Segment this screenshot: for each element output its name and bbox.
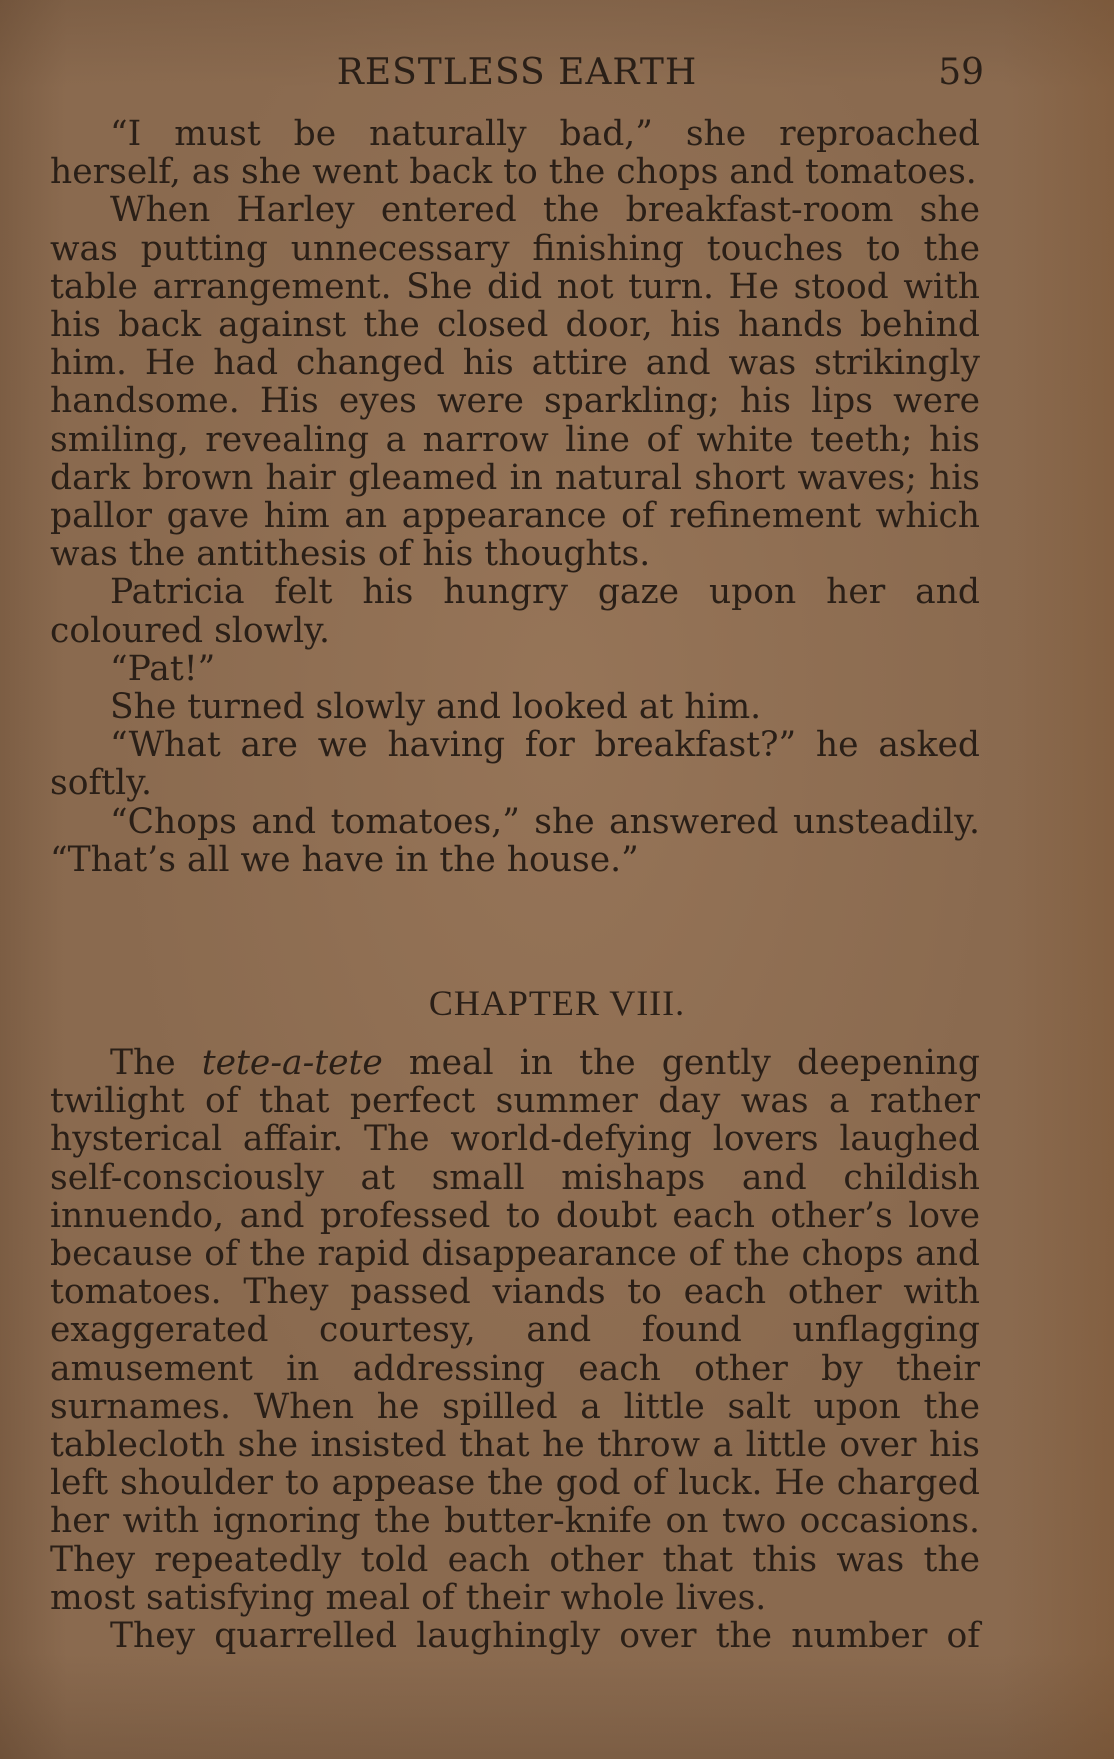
chapter-heading: CHAPTER VIII. [428,983,686,1023]
text-run: meal in the gently deepening twilight of that perfect summer day was a rather hysterical affair. The world-defying lovers laughed self-consciously at small mishaps and childish innuendo, and professed to doubt each other’s love because of the rapid disappearance of the chops and tomatoes. They passed viands to each other with exaggerated courtesy, and found unflagging amusement in addressing each other by their surnames. When he spilled a little salt upon the tablecloth she insisted that he throw a little over his left shoulder to appease the god of luck. He charged her with ignoring the butter-knife on two occasions. They repeatedly told each other that this was the most satisfying meal of their whole lives. [50,1043,980,1618]
paragraph: She turned slowly and looked at him. [110,687,762,728]
paragraph: Patricia felt his hungry gaze upon her and coloured slowly. [50,572,980,651]
running-title: RESTLESS EARTH [336,52,698,93]
paragraph: “What are we having for breakfast?” he asked softly. [50,725,980,804]
paragraph: When Harley entered the breakfast-room she was putting unnecessary finishing touches to the table arrangement. She did not turn. He stood with his back against the closed door, his hands behind him. He had changed his attire and was strikingly handsome. His eyes were sparkling; his lips were smiling, revealing a narrow line of white teeth; his dark brown hair gleamed in natural short waves; his pallor gave him an appearance of refinement which was the antithesis of his thoughts. [50,190,980,575]
paragraph: “Chops and tomatoes,” she answered unsteadily. “That’s all we have in the house.” [50,801,980,880]
text-run: The [110,1043,202,1083]
paragraph: They quarrelled laughingly over the number of [110,1616,980,1657]
paragraph: “I must be naturally bad,” she reproached herself, as she went back to the chops and tomatoes. [50,114,980,193]
paragraph [50,1044,980,1617]
text-block-bottom [50,1044,980,1655]
italic-phrase: tete-a-tete [201,1043,383,1083]
paragraph: “Pat!” [110,648,216,689]
text-block-top [50,115,980,879]
page-number: 59 [938,52,984,93]
running-head [50,52,984,96]
